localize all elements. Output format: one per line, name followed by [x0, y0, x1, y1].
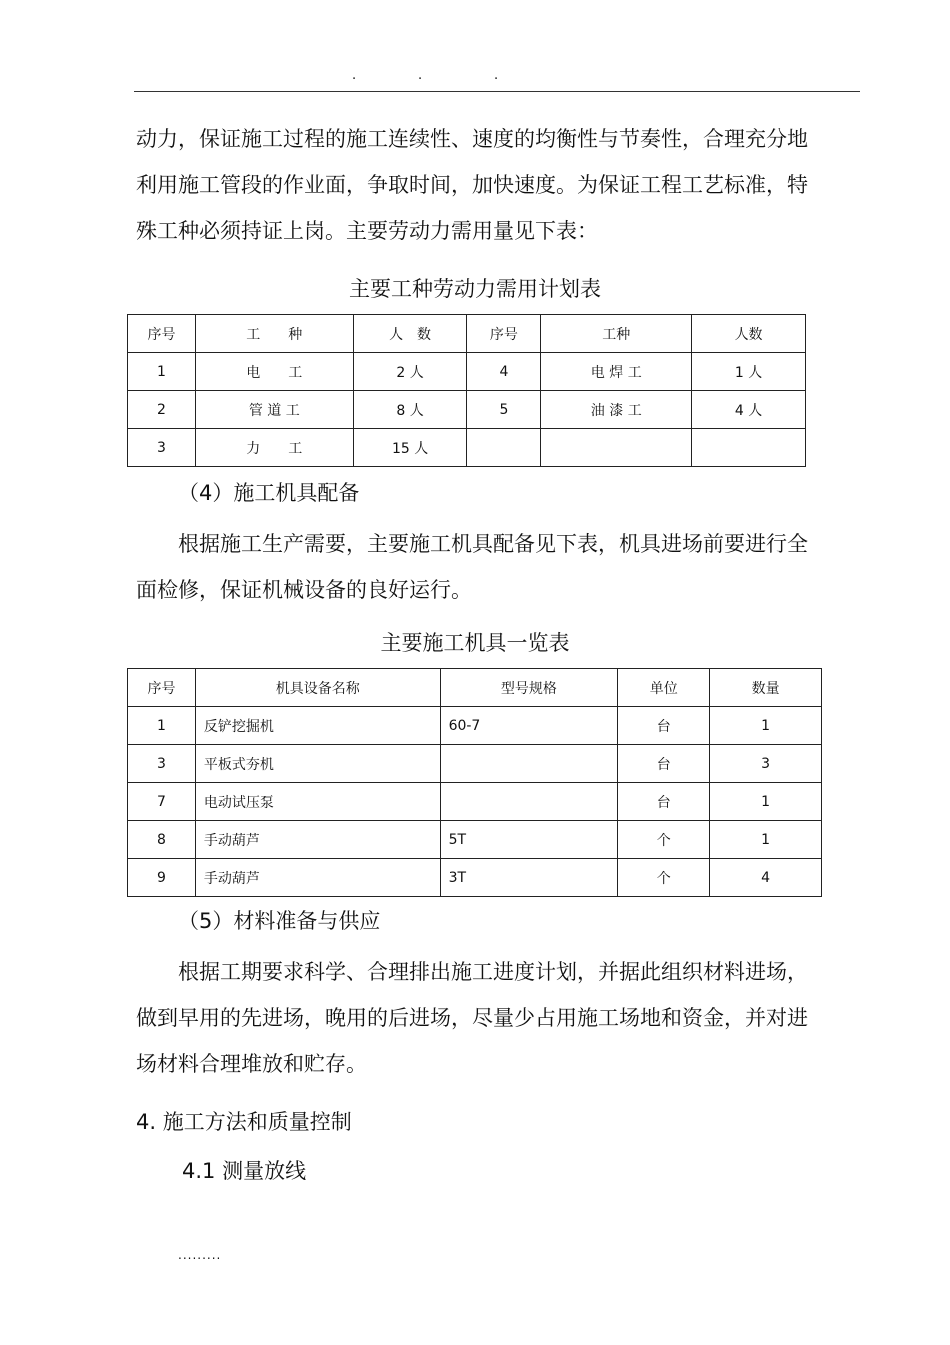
- table-cell: 2 人: [353, 353, 467, 391]
- table-cell: 2: [128, 391, 196, 429]
- paragraph-line: 动力，保证施工过程的施工连续性、速度的均衡性与节奏性，合理充分地: [136, 127, 808, 151]
- labor-table-title: 主要工种劳动力需用计划表: [349, 277, 601, 301]
- table-row: [128, 859, 822, 897]
- table-row: [128, 353, 806, 391]
- header-cell: 人数: [692, 315, 806, 353]
- header-cell: 工种: [541, 315, 692, 353]
- header-cell: 型号规格: [440, 669, 618, 707]
- table-cell: 电 焊 工: [541, 353, 692, 391]
- table-cell: 1: [128, 353, 196, 391]
- table-cell: 5T: [440, 821, 618, 859]
- paragraph-line: 场材料合理堆放和贮存。: [136, 1052, 367, 1076]
- table-cell: [541, 429, 692, 467]
- table-cell: 个: [618, 821, 710, 859]
- header-cell: 序号: [128, 669, 196, 707]
- table-cell: 力 工: [195, 429, 353, 467]
- table-cell: [440, 783, 618, 821]
- table-cell: 1: [710, 783, 822, 821]
- machine-table: [127, 668, 822, 897]
- section-heading-4-1: 4.1 测量放线: [182, 1159, 307, 1183]
- table-cell: 1: [128, 707, 196, 745]
- table-cell: 7: [128, 783, 196, 821]
- header-cell: 机具设备名称: [195, 669, 440, 707]
- paragraph-line: 做到早用的先进场，晚用的后进场，尽量少占用施工场地和资金，并对进: [136, 1006, 808, 1030]
- table-cell: [467, 429, 541, 467]
- table-cell: 4: [467, 353, 541, 391]
- table-row: [128, 391, 806, 429]
- table-cell: 电 工: [195, 353, 353, 391]
- table-cell: 3T: [440, 859, 618, 897]
- paragraph-labor: [136, 116, 816, 254]
- machine-table-title: 主要施工机具一览表: [380, 631, 570, 655]
- paragraph-line: 根据工期要求科学、合理排出施工进度计划，并据此组织材料进场，: [178, 960, 808, 984]
- paragraph-line: 根据施工生产需要，主要施工机具配备见下表，机具进场前要进行全: [178, 532, 808, 556]
- header-cell: 序号: [467, 315, 541, 353]
- paragraph-line: 殊工种必须持证上岗。主要劳动力需用量见下表：: [136, 219, 598, 243]
- table-cell: 电动试压泵: [195, 783, 440, 821]
- header-dots: [330, 66, 530, 86]
- table-cell: 3: [128, 429, 196, 467]
- header-dot: .: [352, 68, 357, 83]
- chapter-heading-4: 4. 施工方法和质量控制: [136, 1110, 352, 1134]
- table-cell: 手动葫芦: [195, 821, 440, 859]
- table-cell: 手动葫芦: [195, 859, 440, 897]
- table-cell: 5: [467, 391, 541, 429]
- section-heading-5: （5）材料准备与供应: [178, 909, 381, 933]
- table-cell: 1 人: [692, 353, 806, 391]
- paragraph-materials: [136, 949, 816, 1087]
- table-cell: 管 道 工: [195, 391, 353, 429]
- table-row: [128, 707, 822, 745]
- table-cell: 1: [710, 821, 822, 859]
- section-heading-4: （4）施工机具配备: [178, 481, 360, 505]
- header-cell: 数量: [710, 669, 822, 707]
- table-cell: 8 人: [353, 391, 467, 429]
- footer-dots: .........: [178, 1248, 222, 1262]
- header-dot: .: [418, 68, 423, 83]
- table-header-row: [128, 669, 822, 707]
- table-cell: 15 人: [353, 429, 467, 467]
- table-cell: 个: [618, 859, 710, 897]
- labor-table: [127, 314, 806, 467]
- table-cell: 9: [128, 859, 196, 897]
- table-row: [128, 821, 822, 859]
- table-cell: 3: [128, 745, 196, 783]
- header-rule: [134, 91, 860, 92]
- table-cell: 台: [618, 745, 710, 783]
- table-cell: [440, 745, 618, 783]
- table-row: [128, 783, 822, 821]
- table-cell: 1: [710, 707, 822, 745]
- table-row: [128, 745, 822, 783]
- table-cell: 60-7: [440, 707, 618, 745]
- table-cell: 平板式夯机: [195, 745, 440, 783]
- table-cell: 台: [618, 783, 710, 821]
- header-cell: 序号: [128, 315, 196, 353]
- table-cell: 4: [710, 859, 822, 897]
- header-dot: .: [494, 68, 499, 83]
- paragraph-line: 利用施工管段的作业面，争取时间，加快速度。为保证工程工艺标准，特: [136, 173, 808, 197]
- table-cell: [692, 429, 806, 467]
- table-cell: 反铲挖掘机: [195, 707, 440, 745]
- table-cell: 台: [618, 707, 710, 745]
- table-row: [128, 429, 806, 467]
- paragraph-machines: [136, 521, 816, 613]
- paragraph-line: 面检修，保证机械设备的良好运行。: [136, 578, 472, 602]
- table-cell: 4 人: [692, 391, 806, 429]
- table-cell: 油 漆 工: [541, 391, 692, 429]
- header-cell: 单位: [618, 669, 710, 707]
- table-cell: 8: [128, 821, 196, 859]
- header-cell: 人 数: [353, 315, 467, 353]
- table-header-row: [128, 315, 806, 353]
- table-cell: 3: [710, 745, 822, 783]
- header-cell: 工 种: [195, 315, 353, 353]
